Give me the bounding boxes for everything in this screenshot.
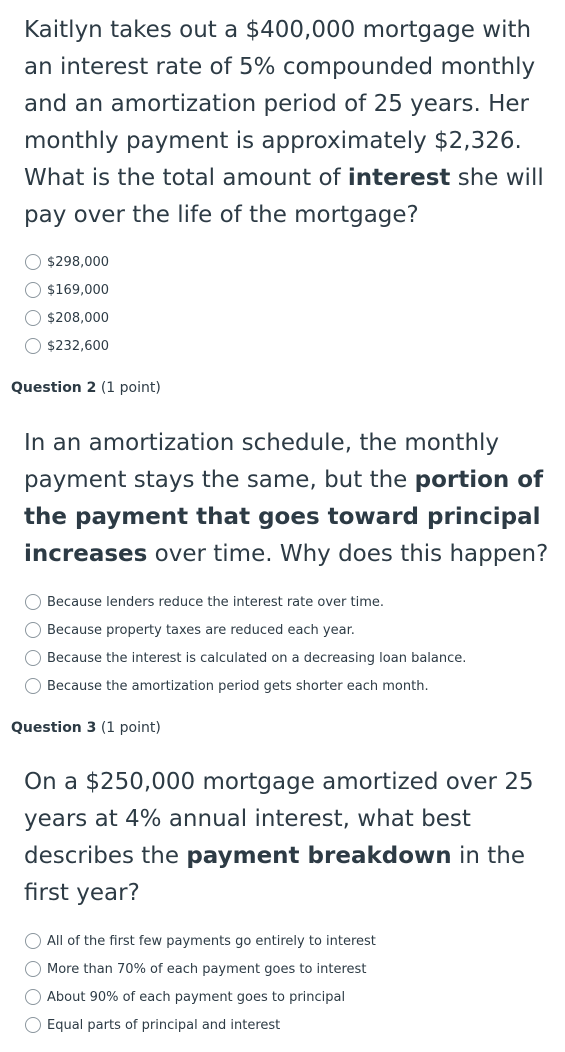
radio-button[interactable]: [25, 989, 41, 1005]
option-label: Because the amortization period gets shorter each month.: [47, 678, 429, 694]
option-label: Because lenders reduce the interest rate over time.: [47, 594, 384, 610]
question-2-options: [25, 588, 545, 700]
option-label: Because the interest is calculated on a decreasing loan balance.: [47, 650, 467, 666]
question-2-option-d[interactable]: [25, 672, 545, 700]
radio-button[interactable]: [25, 961, 41, 977]
question-3-option-a[interactable]: [25, 927, 545, 955]
question-1-option-b[interactable]: [25, 276, 545, 304]
question-2-emphasis: portion of the payment that goes toward principal increases: [24, 467, 544, 567]
option-label: $169,000: [47, 282, 110, 298]
question-1-option-d[interactable]: [25, 332, 545, 360]
question-3-text-part: in the first year?: [24, 843, 525, 906]
question-3-emphasis: payment breakdown: [186, 843, 452, 869]
question-2-text-part: In an amortization schedule, the monthly payment stays the same, but the: [24, 430, 500, 493]
question-3-header: [11, 720, 161, 736]
radio-button[interactable]: [25, 622, 41, 638]
option-label: More than 70% of each payment goes to interest: [47, 961, 367, 977]
radio-button[interactable]: [25, 594, 41, 610]
question-1-options: [25, 248, 545, 360]
question-2-option-a[interactable]: [25, 588, 545, 616]
question-1-text: [24, 12, 554, 234]
question-number: Question 2: [11, 380, 97, 396]
radio-button[interactable]: [25, 933, 41, 949]
question-2-option-c[interactable]: [25, 644, 545, 672]
question-1-emphasis: interest: [347, 165, 451, 191]
question-3-option-c[interactable]: [25, 983, 545, 1011]
question-3-options: [25, 927, 545, 1039]
question-2-text: [24, 425, 554, 573]
option-label: Because property taxes are reduced each year.: [47, 622, 355, 638]
option-label: About 90% of each payment goes to principal: [47, 989, 346, 1005]
question-2-text-part: over time. Why does this happen?: [147, 541, 549, 567]
option-label: $298,000: [47, 254, 110, 270]
question-1-text-part: Kaitlyn takes out a $400,000 mortgage with an interest rate of 5% compounded monthly and an amortization period of 25 years. Her monthly payment is approximately $2,326. What is the total amount of: [24, 17, 536, 191]
option-label: $208,000: [47, 310, 110, 326]
radio-button[interactable]: [25, 310, 41, 326]
question-1-option-c[interactable]: [25, 304, 545, 332]
radio-button[interactable]: [25, 338, 41, 354]
radio-button[interactable]: [25, 254, 41, 270]
radio-button[interactable]: [25, 678, 41, 694]
radio-button[interactable]: [25, 282, 41, 298]
question-1-text-part: she will pay over the life of the mortgage?: [24, 165, 544, 228]
option-label: Equal parts of principal and interest: [47, 1017, 281, 1033]
question-3-option-d[interactable]: [25, 1011, 545, 1039]
question-2-header: [11, 380, 161, 396]
question-2-option-b[interactable]: [25, 616, 545, 644]
question-3-text-part: On a $250,000 mortgage amortized over 25 years at 4% annual interest, what best describes the: [24, 769, 534, 869]
question-1-option-a[interactable]: [25, 248, 545, 276]
question-3-text: [24, 764, 554, 912]
question-points: (1 point): [100, 720, 161, 736]
question-number: Question 3: [11, 720, 97, 736]
question-3-option-b[interactable]: [25, 955, 545, 983]
question-points: (1 point): [100, 380, 161, 396]
radio-button[interactable]: [25, 650, 41, 666]
option-label: $232,600: [47, 338, 110, 354]
radio-button[interactable]: [25, 1017, 41, 1033]
option-label: All of the first few payments go entirely to interest: [47, 933, 376, 949]
